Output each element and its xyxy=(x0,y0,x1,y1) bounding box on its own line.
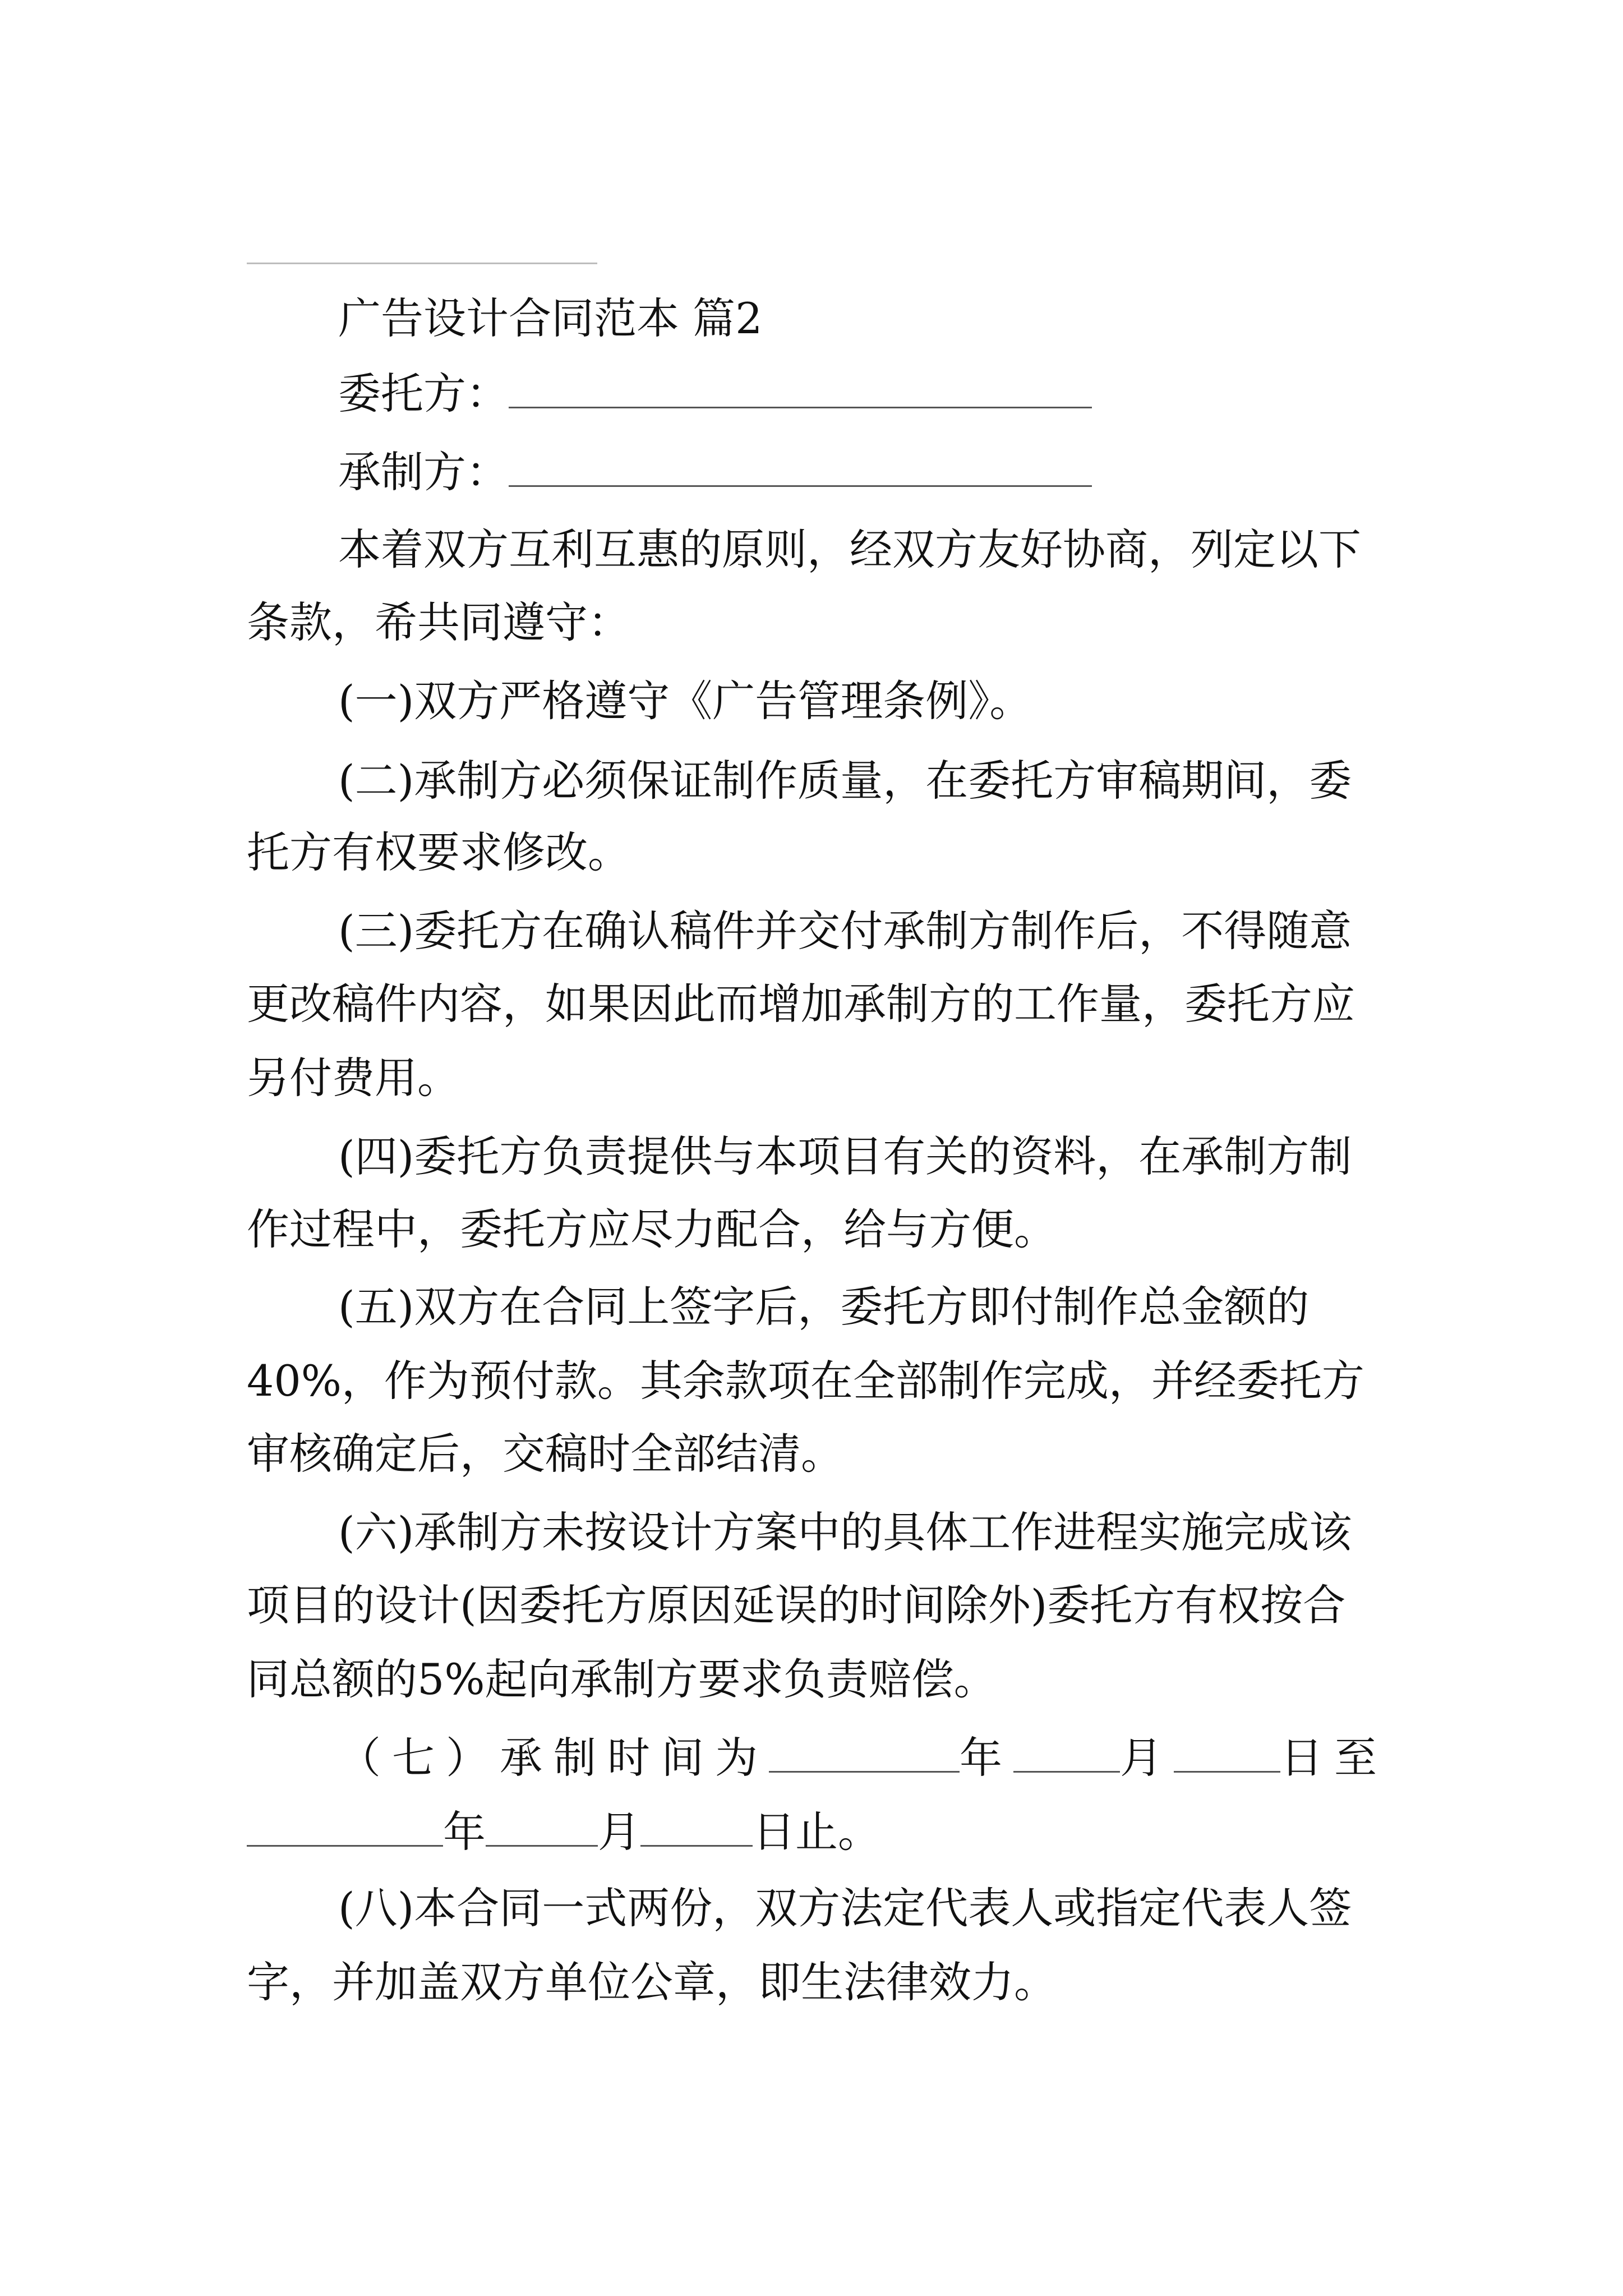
clause-4-line-2: 作过程中，委托方应尽力配合，给与方便。 xyxy=(247,1204,1057,1254)
end-year-blank xyxy=(247,1806,443,1847)
clause-8-line-1: (八)本合同一式两份，双方法定代表人或指定代表人签 xyxy=(338,1883,1352,1933)
end-month-blank xyxy=(486,1806,598,1847)
party-b-label: 承制方： xyxy=(338,447,509,497)
end-day-blank xyxy=(640,1806,753,1847)
clause-3-line-2: 更改稿件内容，如果因此而增加承制方的工作量，委托方应 xyxy=(247,979,1355,1029)
clause-2-line-1: (二)承制方必须保证制作质量，在委托方审稿期间，委 xyxy=(338,756,1352,806)
end-month-label: 月 xyxy=(598,1807,640,1857)
start-year-blank xyxy=(769,1732,960,1773)
clause-5-line-1: (五)双方在合同上签字后，委托方即付制作总金额的 xyxy=(338,1282,1310,1332)
clause-6-line-3: 同总额的5%起向承制方要求负责赔偿。 xyxy=(247,1654,997,1704)
clause-6-line-2: 项目的设计(因委托方原因延误的时间除外)委托方有权按合 xyxy=(247,1580,1346,1630)
clause-3-line-3: 另付费用。 xyxy=(247,1053,460,1103)
intro-line-2: 条款，希共同遵守： xyxy=(247,597,630,647)
day-end-label: 日止。 xyxy=(753,1807,880,1857)
clause-8-line-2: 字，并加盖双方单位公章，即生法律效力。 xyxy=(247,1957,1057,2007)
party-b-line xyxy=(338,444,1385,500)
intro-line-1: 本着双方互利互惠的原则，经双方友好协商，列定以下 xyxy=(338,524,1361,574)
clause-7-line-2 xyxy=(247,1804,1385,1860)
clause-4-line-1: (四)委托方负责提供与本项目有关的资料，在承制方制 xyxy=(338,1131,1352,1181)
clause-1-line-1: (一)双方严格遵守《广告管理条例》。 xyxy=(338,676,1032,726)
party-a-label: 委托方： xyxy=(338,369,509,418)
clause-5-line-3: 审核确定后，交稿时全部结清。 xyxy=(247,1429,843,1479)
party-a-line xyxy=(338,366,1385,422)
day-to-label: 日至 xyxy=(1280,1733,1388,1783)
start-month-blank xyxy=(1013,1732,1120,1773)
clause-7-prefix: （七）承制时间为 xyxy=(338,1733,769,1783)
month-label: 月 xyxy=(1120,1733,1174,1783)
party-a-blank xyxy=(509,367,1092,408)
year-label: 年 xyxy=(960,1733,1013,1783)
clause-7-line-1 xyxy=(338,1730,1388,1786)
end-year-label: 年 xyxy=(443,1807,486,1857)
clause-2-line-2: 托方有权要求修改。 xyxy=(247,827,630,877)
start-day-blank xyxy=(1174,1732,1280,1773)
top-divider xyxy=(247,263,597,264)
clause-5-line-2: 40%，作为预付款。其余款项在全部制作完成，并经委托方 xyxy=(247,1356,1364,1406)
clause-6-line-1: (六)承制方未按设计方案中的具体工作进程实施完成该 xyxy=(338,1507,1352,1557)
clause-3-line-1: (三)委托方在确认稿件并交付承制方制作后，不得随意 xyxy=(338,906,1352,956)
document-title: 广告设计合同范本 篇2 xyxy=(338,293,763,343)
party-b-blank xyxy=(509,446,1092,487)
